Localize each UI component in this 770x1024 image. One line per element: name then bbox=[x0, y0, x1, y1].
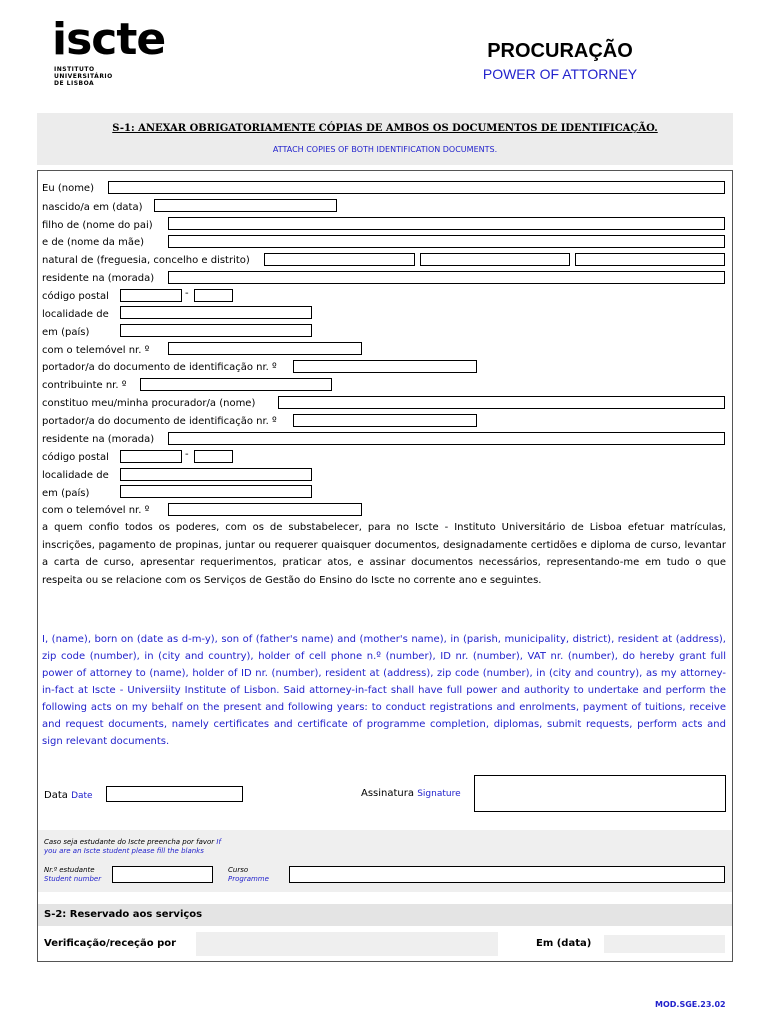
zip-dash: - bbox=[185, 449, 189, 460]
attorney-address-input[interactable] bbox=[168, 432, 725, 445]
birth-date-input[interactable] bbox=[154, 199, 337, 212]
student-number-pt: Nr.º estudante bbox=[44, 866, 95, 874]
attorney-id-number-input[interactable] bbox=[293, 414, 477, 427]
reception-date-label: Em (data) bbox=[536, 938, 592, 949]
student-note-en: you are an Iscte student please fill the blanks bbox=[44, 847, 204, 855]
programme-input[interactable] bbox=[289, 866, 725, 883]
label-localidade: localidade de bbox=[42, 309, 109, 320]
student-note bbox=[44, 838, 221, 856]
zip-code-part1-input[interactable] bbox=[120, 289, 182, 302]
label-codigo-postal: código postal bbox=[42, 291, 109, 302]
logo-sub-line: INSTITUTO bbox=[54, 66, 95, 73]
municipality-input[interactable] bbox=[420, 253, 570, 266]
student-number-en: Student number bbox=[44, 875, 102, 883]
attorney-country-input[interactable] bbox=[120, 485, 312, 498]
label-telemovel2: com o telemóvel nr. º bbox=[42, 505, 150, 516]
student-number-label bbox=[44, 866, 101, 884]
district-input[interactable] bbox=[575, 253, 725, 266]
zip-dash: - bbox=[185, 288, 189, 299]
date-input[interactable] bbox=[106, 786, 243, 802]
iscte-logo-subtitle bbox=[54, 66, 113, 87]
mother-name-input[interactable] bbox=[168, 235, 725, 248]
label-contribuinte: contribuinte nr. º bbox=[42, 380, 127, 391]
date-label bbox=[44, 790, 93, 802]
date-label-en: Date bbox=[71, 791, 93, 801]
signature-label bbox=[361, 788, 461, 800]
section1-subheading: ATTACH COPIES OF BOTH IDENTIFICATION DOCUMENTS. bbox=[272, 145, 498, 154]
attorney-zip-part1-input[interactable] bbox=[120, 450, 182, 463]
parish-input[interactable] bbox=[264, 253, 415, 266]
label-pais2: em (país) bbox=[42, 488, 90, 499]
attorney-name-input[interactable] bbox=[278, 396, 725, 409]
label-codigo-postal2: código postal bbox=[42, 452, 109, 463]
father-name-input[interactable] bbox=[168, 217, 725, 230]
reception-date-input[interactable] bbox=[604, 935, 725, 953]
date-label-pt: Data bbox=[44, 790, 68, 801]
id-number-input[interactable] bbox=[293, 360, 477, 373]
page-title: PROCURAÇÃO bbox=[487, 40, 633, 62]
attorney-zip-part2-input[interactable] bbox=[194, 450, 233, 463]
logo-sub-line: DE LISBOA bbox=[54, 80, 95, 87]
signature-label-en: Signature bbox=[417, 789, 461, 799]
section2-heading: S-2: Reservado aos serviços bbox=[44, 909, 203, 920]
student-number-input[interactable] bbox=[112, 866, 213, 883]
verification-label: Verificação/receção por bbox=[44, 938, 177, 949]
address-input[interactable] bbox=[168, 271, 725, 284]
student-note-en: If bbox=[216, 838, 221, 846]
form-code: MOD.SGE.23.02 bbox=[655, 1000, 726, 1009]
student-note-pt: Caso seja estudante do Iscte preencha por favor bbox=[44, 838, 215, 846]
label-eu-nome: Eu (nome) bbox=[42, 183, 94, 194]
logo-sub-line: UNIVERSITÁRIO bbox=[54, 73, 113, 80]
signature-label-pt: Assinatura bbox=[361, 788, 415, 799]
label-nascido: nascido/a em (data) bbox=[42, 202, 143, 213]
attorney-city-input[interactable] bbox=[120, 468, 312, 481]
iscte-logo: iscte bbox=[52, 14, 166, 65]
attorney-phone-input[interactable] bbox=[168, 503, 362, 516]
paragraph-pt: a quem confio todos os poderes, com os de substabelecer, para no Iscte - Instituto Universitário de Lisboa efetuar matrículas, inscrições, pagamento de propinas, juntar ou requerer quaisquer documentos, designadamente certidões e diploma de curso, levantar a carta de curso, apresentar requerimentos, praticar atos, e assinar documentos necessários, representando-me em tudo o que respeita ou se relacione com os Serviços de Gestão do Ensino do Iscte no corrente ano e seguintes. bbox=[42, 522, 726, 586]
phone-input[interactable] bbox=[168, 342, 362, 355]
country-input[interactable] bbox=[120, 324, 312, 337]
label-mae: e de (nome da mãe) bbox=[42, 237, 145, 248]
label-localidade2: localidade de bbox=[42, 470, 109, 481]
programme-en: Programme bbox=[228, 875, 269, 883]
signature-box[interactable] bbox=[474, 775, 726, 812]
vat-number-input[interactable] bbox=[140, 378, 332, 391]
city-input[interactable] bbox=[120, 306, 312, 319]
label-filho: filho de (nome do pai) bbox=[42, 220, 153, 231]
eu-nome-input[interactable] bbox=[108, 181, 725, 194]
programme-label bbox=[228, 866, 269, 884]
verification-input[interactable] bbox=[196, 932, 498, 956]
label-portador2: portador/a do documento de identificação nr. º bbox=[42, 416, 277, 427]
page-subtitle: POWER OF ATTORNEY bbox=[482, 66, 638, 82]
label-natural: natural de (freguesia, concelho e distrito) bbox=[42, 255, 250, 266]
programme-pt: Curso bbox=[228, 866, 249, 874]
label-procurador: constituo meu/minha procurador/a (nome) bbox=[42, 398, 256, 409]
label-residente: residente na (morada) bbox=[42, 273, 155, 284]
section1-heading: S-1: ANEXAR OBRIGATORIAMENTE CÓPIAS DE AMBOS OS DOCUMENTOS DE IDENTIFICAÇÃO. bbox=[112, 123, 658, 134]
label-telemovel: com o telemóvel nr. º bbox=[42, 345, 150, 356]
label-pais: em (país) bbox=[42, 327, 90, 338]
label-portador: portador/a do documento de identificação nr. º bbox=[42, 362, 277, 373]
label-residente2: residente na (morada) bbox=[42, 434, 155, 445]
zip-code-part2-input[interactable] bbox=[194, 289, 233, 302]
paragraph-en: I, (name), born on (date as d-m-y), son of (father's name) and (mother's name), in (parish, municipality, district), resident at (address), zip code (number), in (city and country), holder of cell phone n.º (number), ID nr. (number), VAT nr. (number), do hereby grant full power of attorney to (name), holder of ID nr. (number), resident at (address), zip code (number), in (city and country), as my attorney-in-fact at Iscte - Universiity Institute of Lisbon. Said attorney-in-fact shall have full power and authority to undertake and perform the following acts on my behalf on the present and following years: to conduct registrations and enrolments, payment of tuitions, receive and request documents, namely certificates and certificate of programme completion, diplomas, submit requests, perform acts and sign relevant documents. bbox=[42, 634, 726, 747]
section1-banner bbox=[37, 113, 733, 165]
